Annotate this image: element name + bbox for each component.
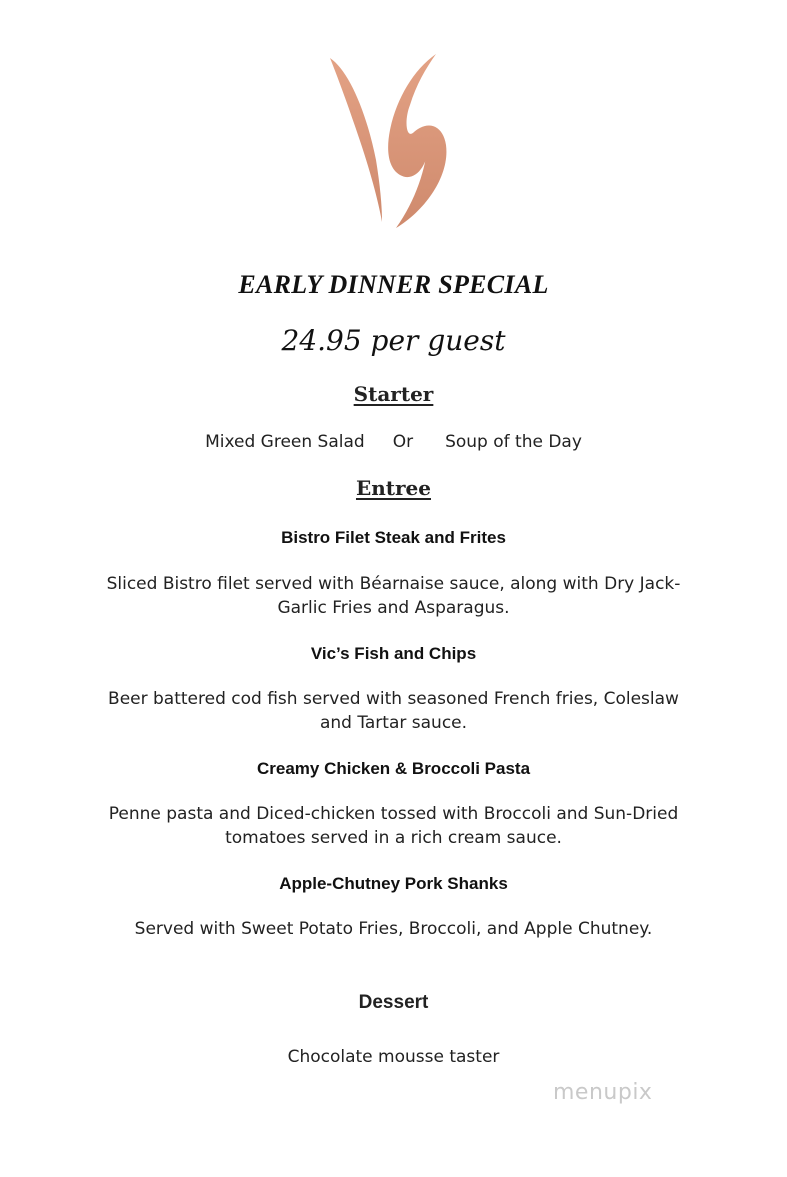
dish-description-line: Beer battered cod fish served with seasoned French fries, Coleslaw [108, 689, 679, 709]
starter-option-soup: Soup of the Day [445, 432, 582, 452]
watermark: menupix [553, 1080, 653, 1105]
dish-description-line: Penne pasta and Diced-chicken tossed with Broccoli and Sun-Dried [108, 804, 679, 824]
dish-name: Bistro Filet Steak and Frites [281, 528, 506, 547]
dish-description [0, 802, 787, 850]
dish-name: Vic’s Fish and Chips [310, 644, 477, 663]
restaurant-logo-icon [318, 50, 468, 230]
menu-price: 24.95 per guest [281, 324, 506, 357]
dish-description-line: and Tartar sauce. [319, 713, 468, 733]
starter-heading: Starter [353, 382, 434, 406]
dish-description [0, 572, 787, 620]
dish-description [0, 687, 787, 735]
menu-title: EARLY DINNER SPECIAL [238, 270, 549, 299]
starter-option-salad: Mixed Green Salad [205, 432, 365, 452]
dish-description-line: tomatoes served in a rich cream sauce. [225, 828, 562, 848]
dessert-heading: Dessert [358, 992, 429, 1013]
dish-description [0, 917, 787, 941]
dish-description-line: Sliced Bistro filet served with Béarnaise sauce, along with Dry Jack- [106, 574, 681, 594]
dish-name: Apple-Chutney Pork Shanks [279, 874, 508, 893]
starter-options [0, 432, 787, 452]
dish-description-line: Garlic Fries and Asparagus. [277, 598, 510, 618]
dessert-item: Chocolate mousse taster [287, 1047, 500, 1067]
dish-name: Creamy Chicken & Broccoli Pasta [256, 759, 531, 778]
entree-heading: Entree [355, 476, 431, 500]
dish-description-line: Served with Sweet Potato Fries, Broccoli, and Apple Chutney. [134, 919, 653, 939]
starter-separator: Or [392, 432, 414, 452]
